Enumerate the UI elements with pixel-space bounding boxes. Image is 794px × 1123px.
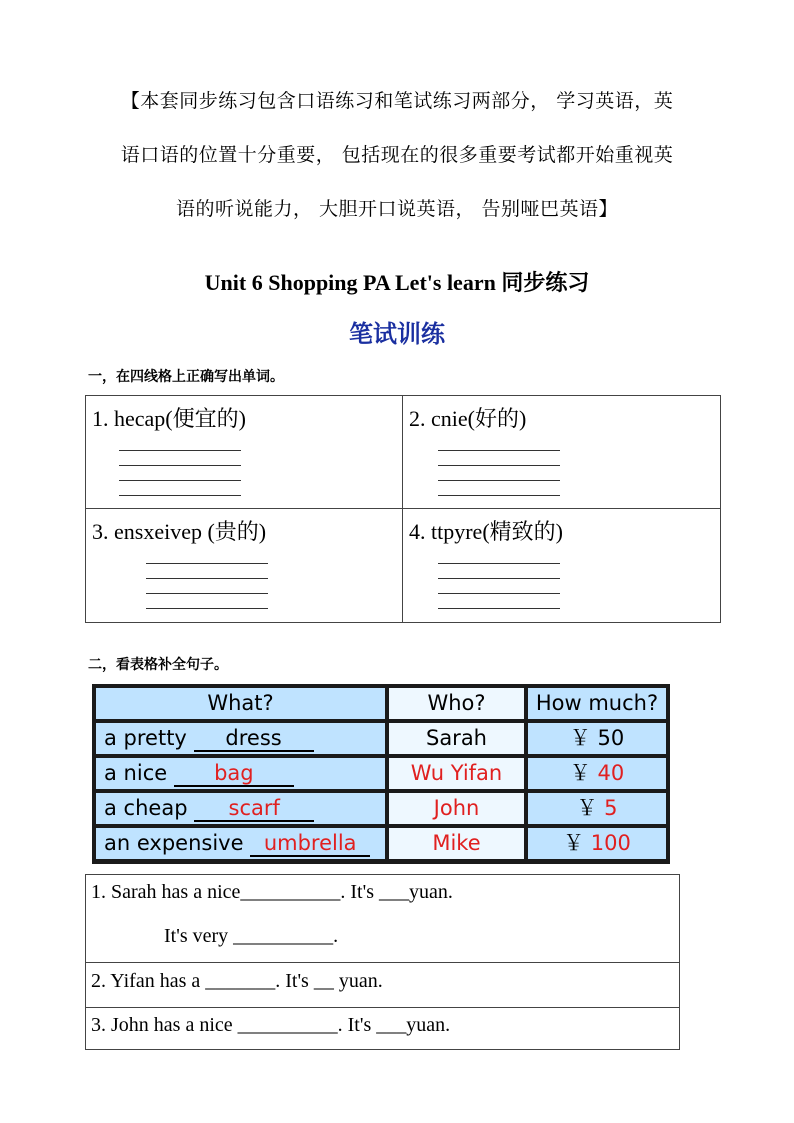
intro-line-1: 【本套同步练习包含口语练习和笔试练习两部分， 学习英语，英 xyxy=(120,90,674,112)
item-price: 40 xyxy=(597,761,625,785)
table-row xyxy=(96,723,666,754)
sentence-1b: It's very __________. xyxy=(164,925,339,947)
item-answer: umbrella xyxy=(250,831,370,857)
table-row xyxy=(96,828,666,859)
word-cell-2 xyxy=(403,396,720,509)
word-prompt-4: 4. ttpyre(精致的) xyxy=(409,519,563,544)
sentence-row-2 xyxy=(86,963,679,1008)
four-line-grid-3[interactable] xyxy=(146,549,268,609)
word-cell-1 xyxy=(86,396,403,509)
sentence-1a: 1. Sarah has a nice__________. It's ___yuan. xyxy=(91,881,453,903)
word-writing-grid xyxy=(85,395,721,623)
intro-line-3: 语的听说能力， 大胆开口说英语， 告别哑巴英语】 xyxy=(175,198,619,220)
page-subtitle: 笔试训练 xyxy=(349,320,445,348)
sentence-3: 3. John has a nice __________. It's ___yuan. xyxy=(91,1014,451,1036)
item-prefix: an expensive xyxy=(104,831,244,855)
word-prompt-3: 3. ensxeivep (贵的) xyxy=(92,519,267,544)
item-price: 100 xyxy=(590,831,631,855)
word-cell-4 xyxy=(403,509,720,622)
table-row xyxy=(96,793,666,824)
item-who: John xyxy=(389,793,524,824)
item-answer: dress xyxy=(194,726,314,752)
sentence-completion-box xyxy=(85,874,680,1050)
sentence-2: 2. Yifan has a _______. It's __ yuan. xyxy=(91,970,383,992)
item-prefix: a nice xyxy=(104,761,168,785)
four-line-grid-4[interactable] xyxy=(438,549,560,609)
section-2-heading: 二，看表格补全句子。 xyxy=(88,657,228,673)
sentence-row-3 xyxy=(86,1008,679,1050)
item-answer: scarf xyxy=(194,796,314,822)
item-price: 5 xyxy=(604,796,618,820)
item-who: Mike xyxy=(389,828,524,859)
sentence-row-1 xyxy=(86,875,679,963)
word-cell-3 xyxy=(86,509,403,622)
currency-sign: ￥ xyxy=(569,726,591,750)
currency-sign: ￥ xyxy=(563,831,585,855)
item-prefix: a pretty xyxy=(104,726,187,750)
word-prompt-1: 1. hecap(便宜的) xyxy=(92,406,246,431)
header-how-much: How much? xyxy=(528,688,666,719)
item-who: Sarah xyxy=(389,723,524,754)
header-what: What? xyxy=(96,688,385,719)
table-header-row xyxy=(96,688,666,719)
word-prompt-2: 2. cnie(好的) xyxy=(409,406,527,431)
section-1-heading: 一，在四线格上正确写出单词。 xyxy=(88,369,284,385)
item-answer: bag xyxy=(174,761,294,787)
currency-sign: ￥ xyxy=(576,796,598,820)
four-line-grid-1[interactable] xyxy=(119,436,241,496)
currency-sign: ￥ xyxy=(569,761,591,785)
item-who: Wu Yifan xyxy=(389,758,524,789)
page-title: Unit 6 Shopping PA Let's learn 同步练习 xyxy=(204,270,590,295)
table-row xyxy=(96,758,666,789)
four-line-grid-2[interactable] xyxy=(438,436,560,496)
shopping-table-image xyxy=(92,684,670,864)
item-price: 50 xyxy=(597,726,625,750)
item-prefix: a cheap xyxy=(104,796,188,820)
intro-line-2: 语口语的位置十分重要， 包括现在的很多重要考试都开始重视英 xyxy=(120,144,674,166)
header-who: Who? xyxy=(389,688,524,719)
